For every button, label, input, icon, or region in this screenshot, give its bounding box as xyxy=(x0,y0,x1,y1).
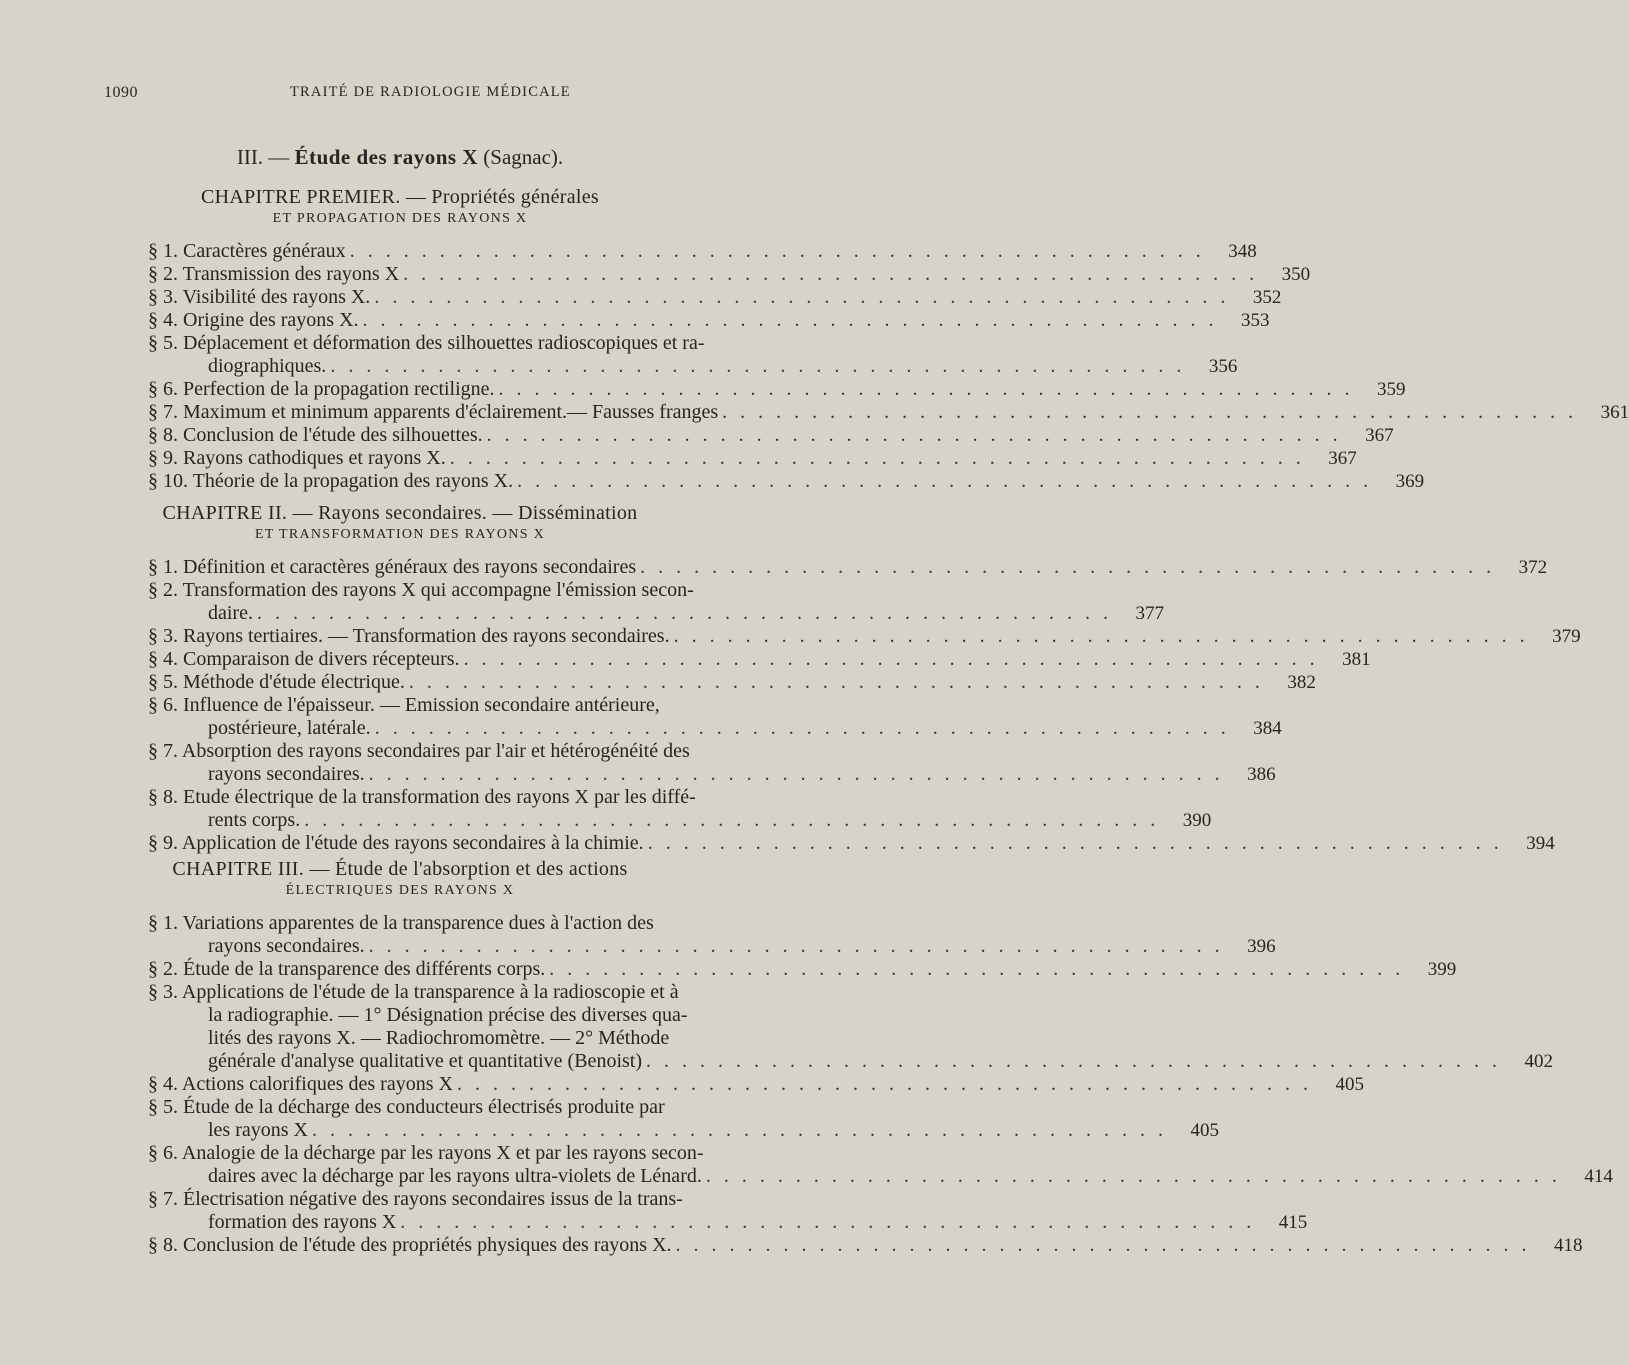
dot-leader: . . . . . . . . . . . . . . . . . . . . . . . . . . . . . . . . . . . . . . . . . . . . . . . . xyxy=(449,447,1305,469)
toc-entry-text: § 3. Applications de l'étude de la transparence à la radioscopie et à xyxy=(148,981,679,1003)
toc-page-number: 384 xyxy=(1253,718,1282,739)
toc-entry-text: § 7. Électrisation négative des rayons secondaires issus de la trans- xyxy=(148,1188,683,1210)
dot-leader: . . . . . . . . . . . . . . . . . . . . . . . . . . . . . . . . . . . . . . . . . . . . . . . . xyxy=(403,263,1259,285)
toc-entry-text: § 6. Analogie de la décharge par les rayons X et par les rayons secon- xyxy=(148,1142,704,1164)
dot-leader: . . . . . . . . . . . . . . . . . . . . . . . . . . . . . . . . . . . . . . . . . . . . . . . . xyxy=(408,671,1264,693)
section-title xyxy=(0,145,800,170)
toc-entry-text: § 8. Etude électrique de la transformation des rayons X par les diffé- xyxy=(148,786,696,808)
toc-entry-line xyxy=(148,447,1357,470)
toc-chapter-2 xyxy=(148,556,1581,855)
toc-entry-line xyxy=(148,648,1371,671)
toc-entry-line xyxy=(148,286,1282,309)
toc-entry-text: § 10. Théorie de la propagation des rayons X. xyxy=(148,470,514,492)
toc-entry-text: générale d'analyse qualitative et quantitative (Benoist) xyxy=(208,1050,642,1072)
toc-page-number: 396 xyxy=(1247,936,1276,957)
toc-entry xyxy=(148,625,1581,648)
dot-leader: . . . . . . . . . . . . . . . . . . . . . . . . . . . . . . . . . . . . . . . . . . . . . . . . xyxy=(330,355,1186,377)
toc-entry-text: § 2. Transformation des rayons X qui accompagne l'émission secon- xyxy=(148,579,694,601)
toc-entry-text: § 6. Influence de l'épaisseur. — Emission secondaire antérieure, xyxy=(148,694,660,716)
toc-entry xyxy=(148,332,1238,378)
toc-entry xyxy=(148,447,1357,470)
toc-entry-line xyxy=(148,1073,1364,1096)
toc-entry-line xyxy=(148,1142,758,1165)
toc-entry-line xyxy=(148,786,758,809)
chapter-title: CHAPITRE III. — Étude de l'absorption et des actions xyxy=(172,858,628,880)
toc-entry-line xyxy=(148,832,1555,855)
toc-entry xyxy=(148,694,1282,740)
toc-entry-text: daire. xyxy=(208,602,253,624)
dot-leader: . . . . . . . . . . . . . . . . . . . . . . . . . . . . . . . . . . . . . . . . . . . . . . . . xyxy=(311,1119,1167,1141)
toc-page-number: 367 xyxy=(1365,425,1394,446)
toc-entry-text: diographiques. xyxy=(208,355,327,377)
toc-entry-line xyxy=(148,1188,758,1211)
dot-leader: . . . . . . . . . . . . . . . . . . . . . . . . . . . . . . . . . . . . . . . . . . . . . . . . xyxy=(549,958,1405,980)
toc-entry-text: § 8. Conclusion de l'étude des propriétés physiques des rayons X. xyxy=(148,1234,672,1256)
chapter-heading-1 xyxy=(0,186,800,227)
toc-entry-text: § 8. Conclusion de l'étude des silhouettes. xyxy=(148,424,483,446)
toc-entry xyxy=(148,1188,1308,1234)
toc-entry-text: § 7. Absorption des rayons secondaires par l'air et hétérogénéité des xyxy=(148,740,690,762)
toc-chapter-1 xyxy=(148,240,1629,493)
toc-entry xyxy=(148,1234,1583,1257)
dot-leader: . . . . . . . . . . . . . . . . . . . . . . . . . . . . . . . . . . . . . . . . . . . . . . . . xyxy=(374,286,1230,308)
toc-page-number: 405 xyxy=(1335,1074,1364,1095)
dot-leader: . . . . . . . . . . . . . . . . . . . . . . . . . . . . . . . . . . . . . . . . . . . . . . . . xyxy=(256,602,1112,624)
toc-entry-line xyxy=(148,1096,758,1119)
toc-entry-line xyxy=(148,378,1406,401)
toc-entry-line xyxy=(148,470,1425,493)
toc-entry xyxy=(148,579,1164,625)
dot-leader: . . . . . . . . . . . . . . . . . . . . . . . . . . . . . . . . . . . . . . . . . . . . . . . . xyxy=(722,401,1578,423)
toc-entry-text: postérieure, latérale. xyxy=(208,717,371,739)
toc-entry-line xyxy=(148,401,1629,424)
toc-entry-text: formation des rayons X xyxy=(208,1211,397,1233)
toc-entry-line xyxy=(148,309,1270,332)
toc-entry xyxy=(148,424,1394,447)
toc-page-number: 353 xyxy=(1241,310,1270,331)
toc-entry-text: § 3. Visibilité des rayons X. xyxy=(148,286,371,308)
toc-page-number: 359 xyxy=(1377,379,1406,400)
toc-chapter-3 xyxy=(148,912,1613,1257)
toc-page-number: 394 xyxy=(1526,833,1555,854)
toc-entry-line xyxy=(148,625,1581,648)
toc-entry-continuation xyxy=(148,763,1276,786)
toc-entry-text: § 2. Étude de la transparence des différents corps. xyxy=(148,958,546,980)
toc-entry xyxy=(148,240,1257,263)
toc-entry-text: § 5. Méthode d'étude électrique. xyxy=(148,671,405,693)
dot-leader: . . . . . . . . . . . . . . . . . . . . . . . . . . . . . . . . . . . . . . . . . . . . . . . . xyxy=(675,1234,1531,1256)
toc-entry-text: § 9. Rayons cathodiques et rayons X. xyxy=(148,447,446,469)
toc-entry xyxy=(148,832,1555,855)
toc-entry-text: § 4. Comparaison de divers récepteurs. xyxy=(148,648,460,670)
toc-page-number: 390 xyxy=(1182,810,1212,831)
toc-page-number: 386 xyxy=(1247,764,1276,785)
toc-entry-text: la radiographie. — 1° Désignation précise des diverses qua- xyxy=(208,1004,688,1026)
dot-leader: . . . . . . . . . . . . . . . . . . . . . . . . . . . . . . . . . . . . . . . . . . . . . . . . xyxy=(368,935,1224,957)
chapter-subtitle: ÉLECTRIQUES DES RAYONS X xyxy=(285,883,515,898)
toc-page-number: 379 xyxy=(1552,626,1581,647)
running-title: TRAITÉ DE RADIOLOGIE MÉDICALE xyxy=(290,84,571,100)
toc-entry xyxy=(148,1096,1219,1142)
toc-entry xyxy=(148,648,1371,671)
toc-entry-text: § 1. Définition et caractères généraux des rayons secondaires xyxy=(148,556,637,578)
dot-leader: . . . . . . . . . . . . . . . . . . . . . . . . . . . . . . . . . . . . . . . . . . . . . . . . xyxy=(362,309,1218,331)
chapter-heading-2 xyxy=(0,502,800,543)
toc-entry xyxy=(148,556,1548,579)
dot-leader: . . . . . . . . . . . . . . . . . . . . . . . . . . . . . . . . . . . . . . . . . . . . . . . . xyxy=(517,470,1373,492)
toc-entry xyxy=(148,309,1270,332)
dot-leader: . . . . . . . . . . . . . . . . . . . . . . . . . . . . . . . . . . . . . . . . . . . . . . . . xyxy=(349,240,1205,262)
dot-leader: . . . . . . . . . . . . . . . . . . . . . . . . . . . . . . . . . . . . . . . . . . . . . . . . xyxy=(486,424,1342,446)
chapter-subtitle: ET TRANSFORMATION DES RAYONS X xyxy=(254,527,545,542)
toc-entry-text: § 2. Transmission des rayons X xyxy=(148,263,400,285)
toc-entry-line xyxy=(148,424,1394,447)
toc-entry xyxy=(148,671,1316,694)
page-number: 1090 xyxy=(104,84,138,101)
dot-leader: . . . . . . . . . . . . . . . . . . . . . . . . . . . . . . . . . . . . . . . . . . . . . . . . xyxy=(456,1073,1312,1095)
toc-entry xyxy=(148,786,1212,832)
section-suffix: (Sagnac). xyxy=(478,145,564,169)
toc-page-number: 381 xyxy=(1342,649,1371,670)
dot-leader: . . . . . . . . . . . . . . . . . . . . . . . . . . . . . . . . . . . . . . . . . . . . . . . . xyxy=(673,625,1529,647)
toc-entry-line xyxy=(148,740,758,763)
chapter-heading-3 xyxy=(0,858,800,899)
toc-entry-continuation xyxy=(148,1004,758,1027)
toc-page-number: 350 xyxy=(1281,264,1311,285)
dot-leader: . . . . . . . . . . . . . . . . . . . . . . . . . . . . . . . . . . . . . . . . . . . . . . . . xyxy=(705,1165,1561,1187)
toc-entry xyxy=(148,401,1629,424)
toc-entry-text: § 9. Application de l'étude des rayons secondaires à la chimie. xyxy=(148,832,644,854)
toc-entry-line xyxy=(148,958,1457,981)
toc-entry-continuation xyxy=(148,935,1276,958)
toc-entry-continuation xyxy=(148,1211,1308,1234)
toc-page-number: 415 xyxy=(1278,1212,1308,1233)
section-prefix: III. — xyxy=(236,145,295,169)
dot-leader: . . . . . . . . . . . . . . . . . . . . . . . . . . . . . . . . . . . . . . . . . . . . . . . . xyxy=(400,1211,1256,1233)
toc-entry-line xyxy=(148,332,758,355)
toc-page-number: 361 xyxy=(1600,402,1629,423)
chapter-subtitle: ET PROPAGATION DES RAYONS X xyxy=(272,211,528,226)
toc-entry-text: § 3. Rayons tertiaires. — Transformation des rayons secondaires. xyxy=(148,625,670,647)
toc-page-number: 372 xyxy=(1518,557,1548,578)
toc-page-number: 405 xyxy=(1190,1120,1219,1141)
toc-entry-text: daires avec la décharge par les rayons ultra-violets de Lénard. xyxy=(208,1165,702,1187)
toc-entry-continuation xyxy=(148,1050,1553,1073)
toc-entry-continuation xyxy=(148,1165,1613,1188)
toc-entry-continuation xyxy=(148,1119,1219,1142)
toc-entry-text: § 4. Actions calorifiques des rayons X xyxy=(148,1073,453,1095)
toc-entry-line xyxy=(148,671,1316,694)
toc-entry-continuation xyxy=(148,717,1282,740)
chapter-title: CHAPITRE PREMIER. — Propriétés générales xyxy=(200,186,600,208)
toc-entry-text: § 1. Variations apparentes de la transparence dues à l'action des xyxy=(148,912,654,934)
toc-entry-line xyxy=(148,240,1257,263)
toc-page-number: 356 xyxy=(1208,356,1238,377)
toc-entry xyxy=(148,981,1553,1073)
toc-entry-text: rents corps. xyxy=(208,809,301,831)
toc-entry-text: § 7. Maximum et minimum apparents d'éclairement.— Fausses franges xyxy=(148,401,719,423)
toc-entry-text: rayons secondaires. xyxy=(208,935,365,957)
toc-entry-line xyxy=(148,579,758,602)
toc-page-number: 402 xyxy=(1524,1051,1553,1072)
dot-leader: . . . . . . . . . . . . . . . . . . . . . . . . . . . . . . . . . . . . . . . . . . . . . . . . xyxy=(368,763,1224,785)
toc-page-number: 399 xyxy=(1427,959,1457,980)
dot-leader: . . . . . . . . . . . . . . . . . . . . . . . . . . . . . . . . . . . . . . . . . . . . . . . . xyxy=(304,809,1160,831)
toc-entry-continuation xyxy=(148,809,1212,832)
toc-entry xyxy=(148,1142,1613,1188)
dot-leader: . . . . . . . . . . . . . . . . . . . . . . . . . . . . . . . . . . . . . . . . . . . . . . . . xyxy=(463,648,1319,670)
toc-entry-text: § 4. Origine des rayons X. xyxy=(148,309,359,331)
chapter-title: CHAPITRE II. — Rayons secondaires. — Dissémination xyxy=(162,502,638,524)
toc-entry-line xyxy=(148,263,1311,286)
toc-page-number: 418 xyxy=(1554,1235,1583,1256)
dot-leader: . . . . . . . . . . . . . . . . . . . . . . . . . . . . . . . . . . . . . . . . . . . . . . . . xyxy=(647,832,1503,854)
toc-page-number: 352 xyxy=(1252,287,1282,308)
toc-page-number: 369 xyxy=(1395,471,1425,492)
toc-page-number: 377 xyxy=(1135,603,1164,624)
toc-entry-continuation xyxy=(148,355,1238,378)
toc-page-number: 367 xyxy=(1328,448,1357,469)
toc-entry-line xyxy=(148,912,758,935)
toc-entry-text: les rayons X xyxy=(208,1119,308,1141)
toc-entry-continuation xyxy=(148,1027,758,1050)
toc-entry-line xyxy=(148,1234,1583,1257)
dot-leader: . . . . . . . . . . . . . . . . . . . . . . . . . . . . . . . . . . . . . . . . . . . . . . . . xyxy=(498,378,1354,400)
toc-entry xyxy=(148,740,1276,786)
toc-entry-line xyxy=(148,694,758,717)
toc-entry xyxy=(148,1073,1364,1096)
toc-entry xyxy=(148,378,1406,401)
toc-entry-text: § 1. Caractères généraux xyxy=(148,240,346,262)
dot-leader: . . . . . . . . . . . . . . . . . . . . . . . . . . . . . . . . . . . . . . . . . . . . . . . . xyxy=(646,1050,1501,1072)
toc-entry-text: § 5. Étude de la décharge des conducteurs électrisés produite par xyxy=(148,1096,665,1118)
toc-entry xyxy=(148,286,1282,309)
toc-page-number: 382 xyxy=(1287,672,1316,693)
toc-entry xyxy=(148,263,1311,286)
toc-entry xyxy=(148,958,1457,981)
section-bold: Étude des rayons X xyxy=(294,145,479,169)
toc-entry-continuation xyxy=(148,602,1164,625)
toc-entry-text: § 5. Déplacement et déformation des silhouettes radioscopiques et ra- xyxy=(148,332,705,354)
dot-leader: . . . . . . . . . . . . . . . . . . . . . . . . . . . . . . . . . . . . . . . . . . . . . . . . xyxy=(374,717,1230,739)
toc-entry-line xyxy=(148,981,758,1004)
toc-entry-line xyxy=(148,556,1548,579)
toc-entry xyxy=(148,470,1425,493)
toc-page-number: 348 xyxy=(1228,241,1257,262)
toc-page-number: 414 xyxy=(1584,1166,1613,1187)
toc-entry-text: § 6. Perfection de la propagation rectiligne. xyxy=(148,378,495,400)
dot-leader: . . . . . . . . . . . . . . . . . . . . . . . . . . . . . . . . . . . . . . . . . . . . . . . . xyxy=(640,556,1496,578)
toc-entry-text: lités des rayons X. — Radiochromomètre. — 2° Méthode xyxy=(208,1027,670,1049)
toc-entry-text: rayons secondaires. xyxy=(208,763,365,785)
toc-entry xyxy=(148,912,1276,958)
